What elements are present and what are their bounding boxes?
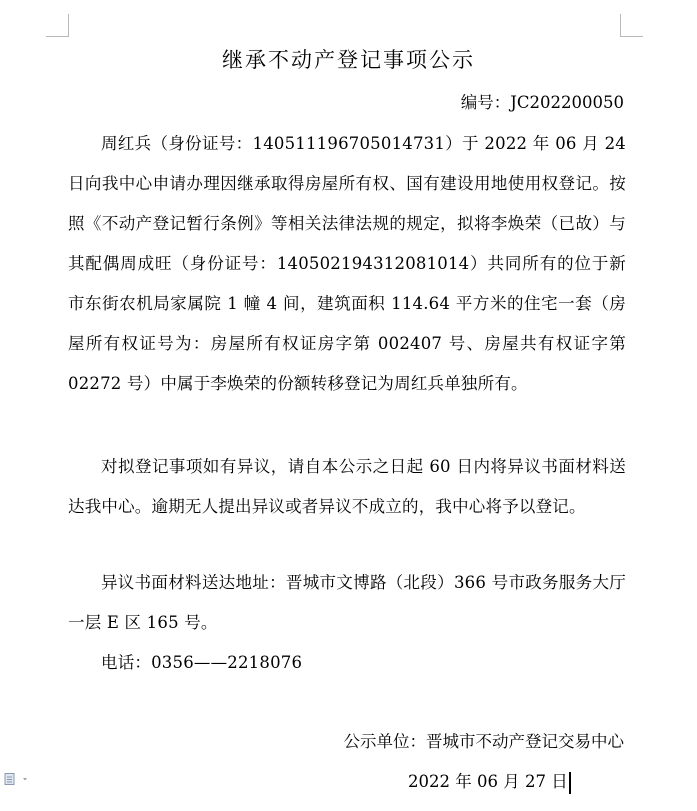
page-corner-mark-left xyxy=(46,14,69,37)
document-options-icon[interactable] xyxy=(4,770,30,782)
signature-date: 2022 年 06 月 27 日 xyxy=(408,772,568,791)
objection-paragraph: 对拟登记事项如有异议，请自本公示之日起 60 日内将异议书面材料送达我中心。逾期无人提出异议或者异议不成立的，我中心将予以登记。 xyxy=(68,457,626,516)
page-corner-mark-right xyxy=(620,14,643,37)
document-number: 编号：JC202200050 xyxy=(460,93,624,112)
text-cursor xyxy=(569,772,571,794)
document-title: 继承不动产登记事项公示 xyxy=(222,48,475,72)
phone-paragraph: 电话：0356——2218076 xyxy=(101,653,303,672)
signature-date-line[interactable] xyxy=(408,764,571,800)
signature-unit: 公示单位：晋城市不动产登记交易中心 xyxy=(343,732,624,751)
notice-body-paragraph: 周红兵（身份证号：140511196705014731）于 2022 年 06 月 24 日向我中心申请办理因继承取得房屋所有权、国有建设用地使用权登记。按照《不动产登记暂行条例》等相关法律法规的规定，拟将李焕荣（已故）与其配偶周成旺（身份证号：140502194312081014）共同所有的位于新市东街农机局家属院 1 幢 4 间，建筑面积 114.64 平方米的住宅一套（房屋所有权证号为：房屋所有权证房字第 002407 号、房屋共有权证字第 02272 号）中属于李焕荣的份额转移登记为周红兵单独所有。 xyxy=(68,134,626,393)
address-paragraph: 异议书面材料送达地址：晋城市文博路（北段）366 号市政务服务大厅一层 E 区 165 号。 xyxy=(68,573,626,632)
